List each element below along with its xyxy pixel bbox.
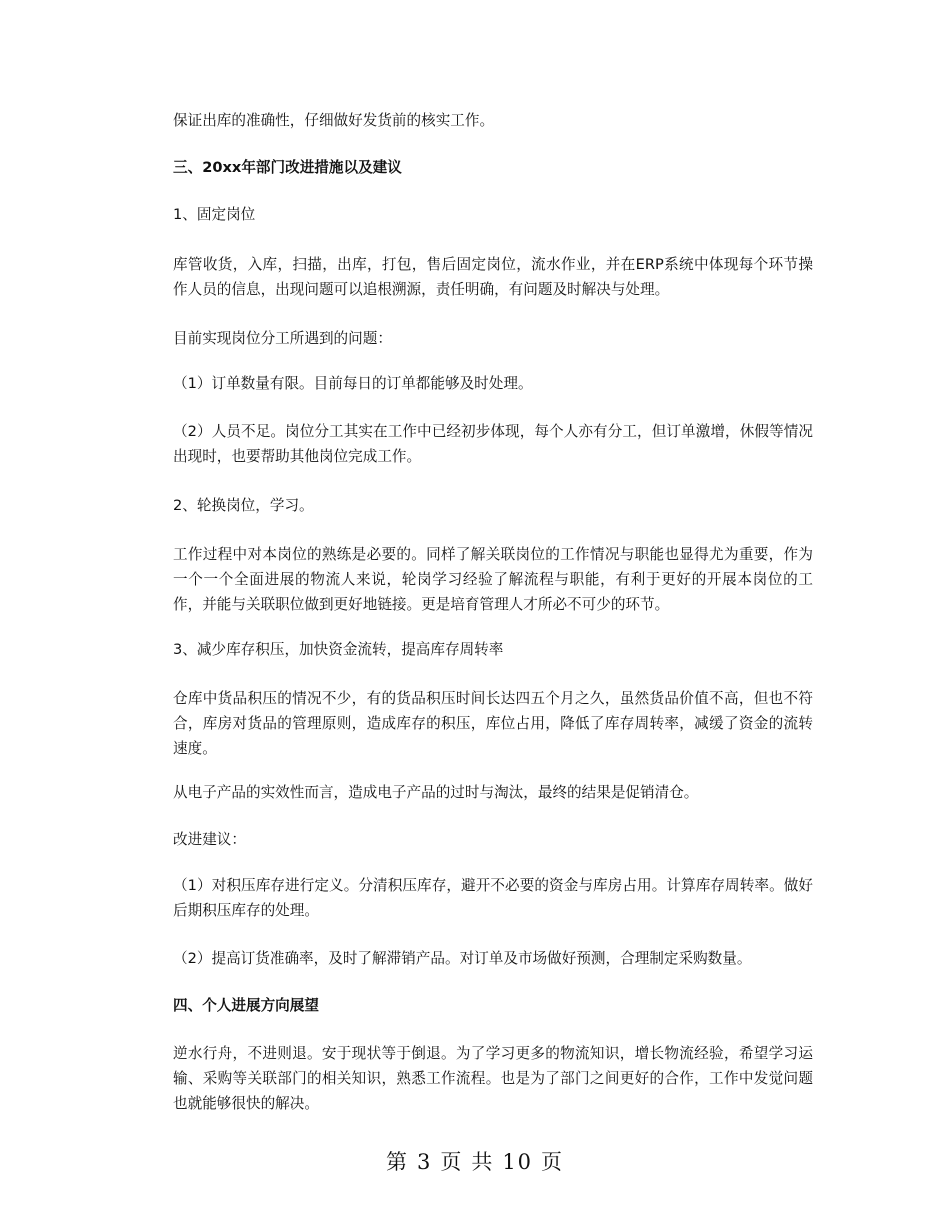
paragraph-fixed-positions [173, 252, 813, 302]
footer-total-word: 共 [471, 1150, 495, 1174]
subheading-reduce-inventory: 3、减少库存积压，加快资金流转，提高库存周转率 [173, 641, 504, 658]
list-item-order-quantity: （1）订单数量有限。目前每日的订单都能够及时处理。 [173, 375, 533, 392]
subheading-job-rotation: 2、轮换岗位，学习。 [173, 497, 314, 514]
paragraph-inventory-backlog: 仓库中货品积压的情况不少，有的货品积压时间长达四五个月之久，虽然货品价值不高，但也不符合，库房对货品的管理原则，造成库存的积压，库位占用，降低了库存周转率，减缓了资金的流转速度。 [173, 690, 813, 757]
paragraph-problems-intro: 目前实现岗位分工所遇到的问题： [173, 330, 392, 347]
subheading-fixed-positions: 1、固定岗位 [173, 206, 256, 223]
footer-suffix: 页 [541, 1150, 565, 1174]
paragraph-personal-development: 逆水行舟，不进则退。安于现状等于倒退。为了学习更多的物流知识，增长物流经验，希望学习运输、采购等关联部门的相关知识，熟悉工作流程。也是为了部门之间更好的合作，工作中发觉问题也就能够很快的解决。 [173, 1045, 813, 1112]
footer-page-word: 页 [440, 1150, 464, 1174]
footer-total-pages: 10 [502, 1150, 534, 1174]
list-item-staff-shortage: （2）人员不足。岗位分工其实在工作中已经初步体现，每个人亦有分工，但订单激增，休假等情况出现时，也要帮助其他岗位完成工作。 [173, 423, 813, 465]
paragraph-suggestions-intro: 改进建议： [173, 831, 246, 848]
section-heading-personal-development: 四、个人进展方向展望 [173, 997, 319, 1014]
paragraph-job-rotation: 工作过程中对本岗位的熟练是必要的。同样了解关联岗位的工作情况与职能也显得尤为重要，作为一个一个全面进展的物流人来说，轮岗学习经验了解流程与职能，有利于更好的开展本岗位的工作，并能与关联职位做到更好地链接。更是培育管理人才所必不可少的环节。 [173, 546, 813, 613]
section-heading-improvement: 三、20xx年部门改进措施以及建议 [173, 159, 402, 176]
footer-current-page: 3 [416, 1150, 433, 1174]
paragraph-fixed-positions-text: 库管收货，入库，扫描，出库，打包，售后固定岗位，流水作业，并在ERP系统中体现每个环节操作人员的信息，出现问题可以追根溯源，责任明确，有问题及时解决与处理。 [173, 256, 813, 298]
list-item-define-backlog: （1）对积压库存进行定义。分清积压库存，避开不必要的资金与库房占用。计算库存周转率。做好后期积压库存的处理。 [173, 877, 813, 919]
paragraph-electronics-obsolescence: 从电子产品的实效性而言，造成电子产品的过时与淘汰，最终的结果是促销清仓。 [173, 784, 699, 801]
footer-prefix: 第 [385, 1150, 409, 1174]
paragraph-delivery-accuracy: 保证出库的准确性，仔细做好发货前的核实工作。 [173, 112, 495, 129]
page-number-footer [0, 1146, 950, 1176]
list-item-order-accuracy: （2）提高订货准确率，及时了解滞销产品。对订单及市场做好预测，合理制定采购数量。 [173, 950, 752, 967]
